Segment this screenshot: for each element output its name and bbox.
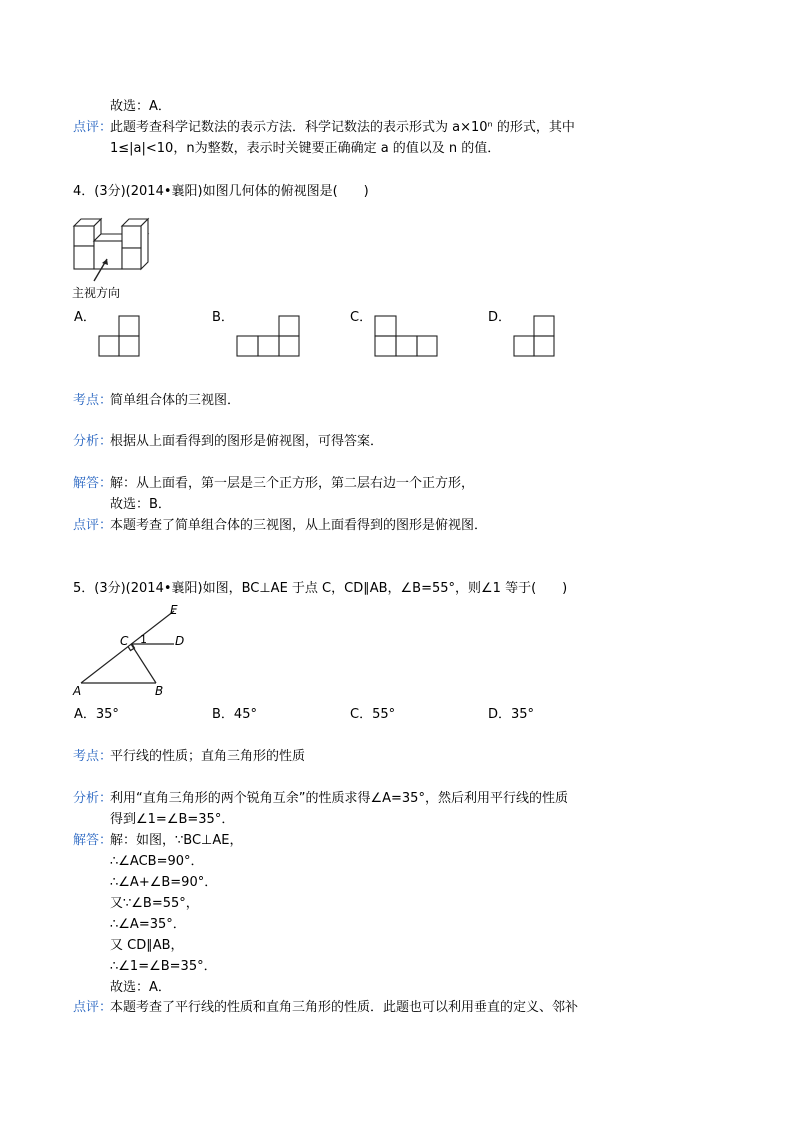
q5-solution-label: 解答： <box>73 833 113 848</box>
q3-review-line2: 1≤|a|<10，n为整数，表示时关键要正确确定 a 的值以及 n 的值． <box>110 141 501 156</box>
q4-option-c-figure <box>374 315 440 359</box>
q4-option-d-label: D． <box>488 310 512 325</box>
q5-option-d: D．35° <box>488 707 535 722</box>
q5-label-c: C <box>120 634 129 648</box>
q4-stem: 4．(3分)(2014•襄阳)如图几何体的俯视图是( ) <box>73 184 369 199</box>
q5-option-a: A．35° <box>74 707 119 722</box>
q5-solution-line: 又 CD∥AB， <box>110 938 184 953</box>
q5-solution-line: 解：如图，∵BC⊥AE， <box>110 833 243 848</box>
q5-label-e: E <box>170 603 178 617</box>
q4-solution-line1: 解：从上面看，第一层是三个正方形，第二层右边一个正方形， <box>110 476 475 491</box>
q5-analysis-line1: 利用“直角三角形的两个锐角互余”的性质求得∠A=35°，然后利用平行线的性质 <box>110 791 568 806</box>
q5-analysis-label: 分析： <box>73 791 113 806</box>
q4-point-label: 考点： <box>73 393 113 408</box>
q4-solid-front-a <box>74 246 94 269</box>
q5-point: 平行线的性质；直角三角形的性质 <box>110 749 306 764</box>
q4-point: 简单组合体的三视图． <box>110 393 241 408</box>
q5-stem: 5．(3分)(2014•襄阳)如图，BC⊥AE 于点 C，CD∥AB，∠B=55°，则∠1 等于( ) <box>73 581 568 596</box>
q4-option-b-label: B． <box>212 310 234 325</box>
q3-review-label: 点评： <box>73 120 113 135</box>
q4-option-a-figure <box>98 315 142 359</box>
q4-option-c-label: C． <box>350 310 373 325</box>
q5-solution-line: ∴∠A+∠B=90°． <box>110 875 218 890</box>
q4-solution-label: 解答： <box>73 476 113 491</box>
q4-solid-front-c <box>122 248 141 269</box>
q4-review: 本题考查了简单组合体的三视图，从上面看得到的图形是俯视图． <box>110 518 488 533</box>
q5-label-1: 1 <box>140 633 147 646</box>
q4-figure-caption: 主视方向 <box>72 286 121 300</box>
q5-solution-line: ∴∠A=35°． <box>110 917 186 932</box>
q3-conclusion: 故选：A． <box>110 99 171 114</box>
q5-review: 本题考查了平行线的性质和直角三角形的性质．此题也可以利用垂直的定义、邻补 <box>110 1000 579 1015</box>
q5-label-a: A <box>73 684 82 698</box>
q5-segment-cb <box>131 644 156 683</box>
q5-solution-line: ∴∠1=∠B=35°． <box>110 959 217 974</box>
q4-solid-side-right <box>141 219 148 269</box>
q4-solid-front-right-upper <box>122 226 141 248</box>
q4-option-a-label: A． <box>74 310 96 325</box>
q5-point-label: 考点： <box>73 749 113 764</box>
q5-review-label: 点评： <box>73 1000 113 1015</box>
q5-solution-line: 故选：A． <box>110 980 171 995</box>
q5-label-b: B <box>155 684 164 698</box>
q5-label-d: D <box>175 634 185 648</box>
q4-analysis: 根据从上面看得到的图形是俯视图，可得答案． <box>110 434 384 449</box>
q4-option-b-figure <box>236 315 302 359</box>
q5-analysis-line2: 得到∠1=∠B=35°． <box>110 812 235 827</box>
q4-option-d-figure <box>513 315 557 359</box>
q4-analysis-label: 分析： <box>73 434 113 449</box>
q4-solid-front-b <box>94 241 122 269</box>
q5-geometry-figure <box>70 600 190 700</box>
q3-review-line1: 此题考查科学记数法的表示方法．科学记数法的表示形式为 a×10ⁿ 的形式，其中 <box>110 120 575 135</box>
q4-solution-line2: 故选：B． <box>110 497 171 512</box>
q5-option-b: B．45° <box>212 707 257 722</box>
q4-solid-front-upper <box>74 226 94 246</box>
q5-solution-line: 又∵∠B=55°， <box>110 896 199 911</box>
q5-solution-line: ∴∠ACB=90°． <box>110 854 204 869</box>
q5-option-c: C．55° <box>350 707 396 722</box>
q4-review-label: 点评： <box>73 518 113 533</box>
